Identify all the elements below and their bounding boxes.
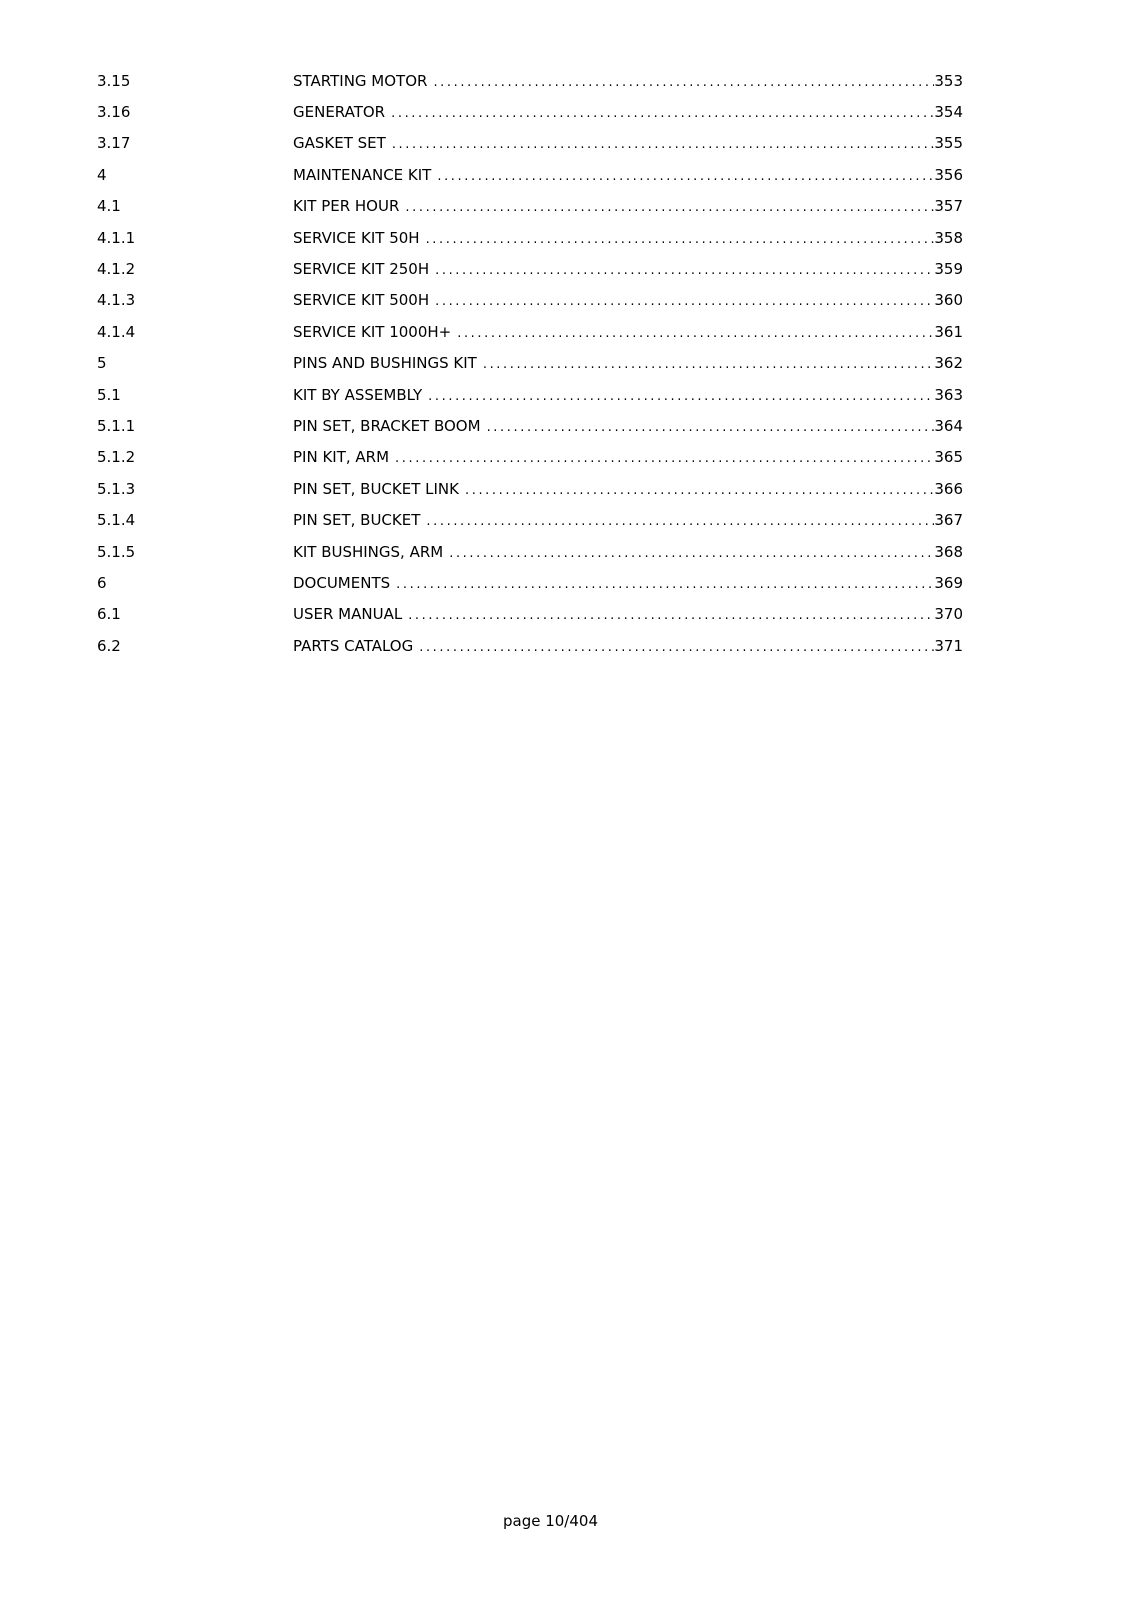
toc-section-number: 5 (97, 354, 107, 373)
toc-section-number: 6.2 (97, 636, 121, 655)
page-number-label: page 10/404 (502, 1512, 598, 1530)
toc-page-number: 368 (934, 542, 963, 561)
toc-page-number: 370 (934, 605, 963, 624)
toc-section-number: 4.1.2 (97, 260, 136, 279)
toc-entry (293, 229, 963, 247)
toc-section-title: GASKET SET (293, 134, 386, 153)
toc-section-number: 4.1.3 (97, 291, 136, 310)
toc-section-number: 4.1.1 (97, 228, 136, 247)
toc-dot-leader (408, 608, 934, 623)
toc-section-number: 3.17 (97, 134, 131, 153)
toc-section-title: SERVICE KIT 250H (293, 260, 430, 279)
toc-entry (293, 574, 963, 592)
toc-dot-leader (437, 169, 934, 184)
toc-section-title: KIT PER HOUR (293, 197, 400, 216)
toc-dot-leader (435, 263, 934, 278)
toc-section-number: 4.1.4 (97, 322, 136, 341)
toc-row[interactable] (97, 442, 963, 473)
toc-entry (293, 134, 963, 152)
toc-page-number: 353 (934, 71, 963, 90)
toc-dot-leader (433, 75, 934, 90)
toc-section-title: SERVICE KIT 500H (293, 291, 430, 310)
toc-entry (293, 291, 963, 309)
toc-dot-leader (391, 106, 934, 121)
toc-entry (293, 637, 963, 655)
toc-page-number: 358 (934, 228, 963, 247)
toc-section-title: PIN SET, BUCKET LINK (293, 479, 459, 498)
toc-entry (293, 323, 963, 341)
toc-dot-leader (483, 357, 935, 372)
toc-section-number: 3.16 (97, 103, 131, 122)
toc-section-number: 5.1.2 (97, 448, 136, 467)
toc-dot-leader (487, 420, 935, 435)
toc-page-number: 359 (934, 260, 963, 279)
toc-section-number: 3.15 (97, 71, 131, 90)
toc-section-title: GENERATOR (293, 103, 386, 122)
toc-row[interactable] (97, 65, 963, 96)
toc-entry (293, 354, 963, 372)
toc-entry (293, 197, 963, 215)
toc-dot-leader (465, 483, 934, 498)
toc-row[interactable] (97, 567, 963, 598)
toc-page-number: 360 (934, 291, 963, 310)
toc-section-title: PIN KIT, ARM (293, 448, 390, 467)
toc-section-number: 5.1.3 (97, 479, 136, 498)
toc-entry (293, 480, 963, 498)
toc-section-title: PINS AND BUSHINGS KIT (293, 354, 477, 373)
toc-section-title: DOCUMENTS (293, 573, 391, 592)
toc-entry (293, 166, 963, 184)
toc-page-number: 365 (934, 448, 963, 467)
toc-row[interactable] (97, 96, 963, 127)
toc-entry (293, 386, 963, 404)
toc-page-number: 357 (934, 197, 963, 216)
toc-section-title: PARTS CATALOG (293, 636, 414, 655)
toc-page-number: 367 (934, 511, 963, 530)
toc-dot-leader (428, 389, 934, 404)
toc-page-number: 369 (934, 573, 963, 592)
toc-row[interactable] (97, 285, 963, 316)
toc-entry (293, 417, 963, 435)
toc-section-number: 5.1.1 (97, 416, 136, 435)
toc-dot-leader (449, 546, 934, 561)
toc-row[interactable] (97, 473, 963, 504)
toc-row[interactable] (97, 504, 963, 535)
toc-section-number: 5.1.5 (97, 542, 136, 561)
table-of-contents (97, 65, 963, 661)
toc-entry (293, 103, 963, 121)
toc-section-title: PIN SET, BUCKET (293, 511, 421, 530)
toc-section-title: SERVICE KIT 50H (293, 228, 420, 247)
toc-dot-leader (396, 577, 934, 592)
toc-section-number: 6.1 (97, 605, 121, 624)
toc-row[interactable] (97, 191, 963, 222)
toc-row[interactable] (97, 253, 963, 284)
toc-entry (293, 543, 963, 561)
toc-row[interactable] (97, 128, 963, 159)
toc-dot-leader (392, 137, 935, 152)
toc-section-title: MAINTENANCE KIT (293, 165, 432, 184)
toc-dot-leader (435, 294, 934, 309)
toc-section-number: 6 (97, 573, 107, 592)
toc-section-number: 4 (97, 165, 107, 184)
toc-page-number: 362 (934, 354, 963, 373)
toc-section-title: STARTING MOTOR (293, 71, 428, 90)
toc-page-number: 355 (934, 134, 963, 153)
toc-row[interactable] (97, 379, 963, 410)
toc-entry (293, 260, 963, 278)
toc-row[interactable] (97, 348, 963, 379)
toc-page-number: 366 (934, 479, 963, 498)
toc-row[interactable] (97, 159, 963, 190)
toc-entry (293, 511, 963, 529)
toc-row[interactable] (97, 222, 963, 253)
toc-row[interactable] (97, 536, 963, 567)
toc-dot-leader (405, 200, 934, 215)
toc-section-title: SERVICE KIT 1000H+ (293, 322, 452, 341)
toc-section-number: 4.1 (97, 197, 121, 216)
toc-page-number: 354 (934, 103, 963, 122)
toc-page-number: 371 (934, 636, 963, 655)
toc-page-number: 364 (934, 416, 963, 435)
toc-dot-leader (426, 232, 935, 247)
toc-section-title: USER MANUAL (293, 605, 403, 624)
toc-entry (293, 72, 963, 90)
toc-entry (293, 448, 963, 466)
toc-page-number: 356 (934, 165, 963, 184)
toc-section-number: 5.1.4 (97, 511, 136, 530)
toc-dot-leader (419, 640, 934, 655)
toc-row[interactable] (97, 599, 963, 630)
toc-page-number: 363 (934, 385, 963, 404)
toc-dot-leader (395, 451, 934, 466)
toc-entry (293, 605, 963, 623)
toc-dot-leader (426, 514, 934, 529)
toc-page-number: 361 (934, 322, 963, 341)
toc-row[interactable] (97, 630, 963, 661)
toc-row[interactable] (97, 316, 963, 347)
page-footer (0, 1512, 1101, 1530)
toc-dot-leader (457, 326, 934, 341)
toc-section-title: KIT BY ASSEMBLY (293, 385, 423, 404)
toc-section-number: 5.1 (97, 385, 121, 404)
toc-row[interactable] (97, 410, 963, 441)
toc-section-title: KIT BUSHINGS, ARM (293, 542, 444, 561)
toc-section-title: PIN SET, BRACKET BOOM (293, 416, 481, 435)
